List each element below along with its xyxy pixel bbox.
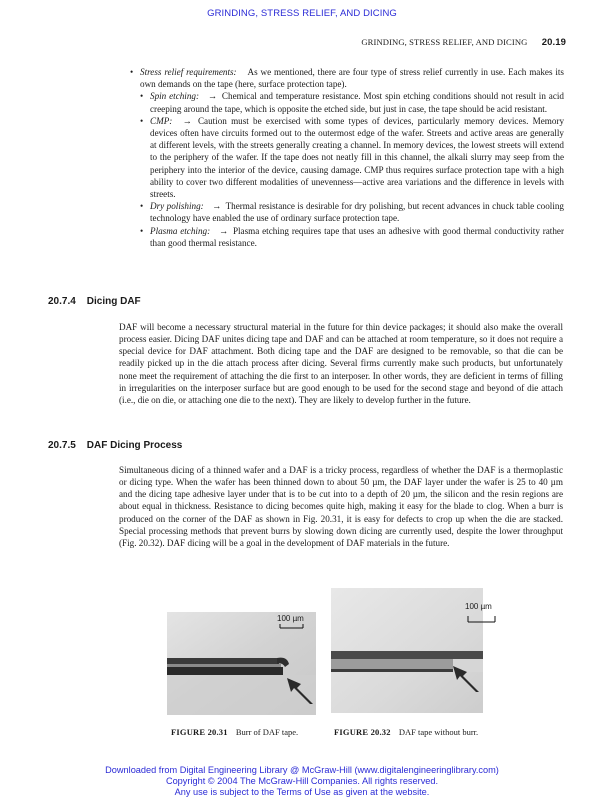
list-item-spin-etching — [140, 90, 564, 114]
list-item-dry-polishing — [140, 200, 564, 224]
section-title: DAF Dicing Process — [86, 440, 183, 451]
section-number: 20.7.4 — [48, 296, 76, 307]
cmp-text: Caution must be exercised with some types of devices, particularly memory devices. Memory devices often have circuits formed out to the outermost edge of the wafer. Streets and active areas are generally at different levels, with the streets generally creating a channel. In memory devices, the lowest streets will extend to the periphery of the wafer. If the tape does not neatly fill in this channel, the alkali slurry may seep from the periphery into the interior of the device, causing damage. CMP thus requires surface protection tape with a high ability to cover two different modalities of unevenness—active area variations and the difference in levels with streets. — [150, 115, 565, 200]
figure-20-32-image — [331, 588, 492, 713]
dry-polishing-term: Dry polishing: — [150, 201, 204, 212]
figure-20-31-image — [167, 612, 316, 715]
arrow-icon: → — [207, 91, 218, 102]
footer-terms: Any use is subject to the Terms of Use as given at the website. — [174, 787, 430, 797]
arrow-icon: → — [218, 225, 229, 236]
dry-polishing-text: Thermal resistance is desirable for dry polishing, but recent advances in chuck table cooling technology have enabled the use of ordinary surface protection tape. — [150, 201, 564, 224]
figure-label: FIGURE 20.31 — [171, 727, 228, 737]
figure-label: FIGURE 20.32 — [334, 727, 391, 737]
stress-relief-text: As we mentioned, there are four type of stress relief currently in use. Each makes its own demands on the tape (here, surface protection tape). — [140, 67, 564, 90]
footer — [0, 765, 604, 798]
stress-relief-item — [130, 66, 564, 249]
no-burr-photo — [331, 588, 483, 713]
section-title: Dicing DAF — [86, 296, 141, 307]
arrow-icon: → — [212, 201, 222, 212]
section-heading-dicing-daf — [48, 296, 141, 307]
plasma-etching-term: Plasma etching: — [150, 225, 211, 236]
figure-20-32-scale-bar: 100 µm — [465, 602, 492, 611]
figure-caption-text: Burr of DAF tape. — [235, 727, 299, 737]
daf-dicing-process-paragraph: Simultaneous dicing of a thinned wafer and a DAF is a tricky process, regardless of whether the DAF is a thermoplastic or dicing type. When the wafer has been thinned down to about 50 µm, the DAF layer under the wafer is 25 to 40 µm and the dicing tape adhesive layer under that is to be cut into to a depth of 20 µm, the silicon and the resin regions are about equal in thickness. Resistance to dicing becomes quite high, making it easy for the blade to clog. When a burr is produced on the corner of the DAF as shown in Fig. 20.31, it is easy for defects to crop up when the die are stacked. Special processing methods that prevent burrs by slowing down dicing are currently used, despite the lower throughput (Fig. 20.32). DAF dicing will be a goal in the development of DAF materials in the future. — [119, 465, 563, 548]
figure-20-31-scale-bar: 100 µm — [277, 614, 304, 623]
top-banner: GRINDING, STRESS RELIEF, AND DICING — [207, 8, 397, 19]
list-item-cmp — [140, 115, 564, 200]
list-item-plasma-etching — [140, 225, 564, 249]
section-number: 20.7.5 — [48, 440, 76, 451]
stress-relief-list — [130, 66, 564, 249]
arrow-icon: → — [182, 115, 192, 126]
stress-relief-sublist — [140, 90, 564, 249]
running-head-title: GRINDING, STRESS RELIEF, AND DICING — [361, 37, 528, 47]
spin-etching-term: Spin etching: — [150, 91, 200, 102]
figure-caption-text: DAF tape without burr. — [398, 727, 479, 737]
burr-photo — [167, 612, 316, 715]
stress-relief-term: Stress relief requirements: — [140, 67, 237, 77]
footer-copyright: Copyright © 2004 The McGraw-Hill Companies. All rights reserved. — [165, 776, 439, 786]
dicing-daf-paragraph: DAF will become a necessary structural material in the future for thin device packages; it should also make the overall process easier. Dicing DAF unites dicing tape and DAF and can be attached at room temperature, so it does not require a special device for DAF attachment. Both dicing tape and the DAF are designed to be removable, so that die can be readily picked up in the die attach process after dicing. Several firms currently make such products, but unfortunately none meet the requirement of attaching the die first to an interposer. In other words, they are deficient in terms of filling in irregularities on the interposer surface but are good enough to be used for the second stage and beyond of die attach (i.e., die on die, or attaching one die to the next). They are likely to develop further in the future. — [119, 322, 563, 405]
section-heading-daf-dicing-process — [48, 440, 182, 451]
figure-20-32-caption — [334, 727, 478, 737]
plasma-etching-text: Plasma etching requires tape that uses an adhesive with good thermal conductivity rather than good thermal resistance. — [150, 225, 564, 248]
page-number: 20.19 — [541, 37, 566, 48]
cmp-term: CMP: — [150, 115, 173, 126]
running-head — [361, 37, 566, 48]
spin-etching-text: Chemical and temperature resistance. Most spin etching conditions should not result in acid creeping around the tape, which is opposite the etched side, but just in case, the tape should be acid resistant. — [150, 91, 564, 114]
figure-20-31-caption — [171, 727, 298, 737]
footer-download-link[interactable]: Downloaded from Digital Engineering Library @ McGraw-Hill (www.digitalengineeringlibrary.com) — [105, 765, 499, 775]
